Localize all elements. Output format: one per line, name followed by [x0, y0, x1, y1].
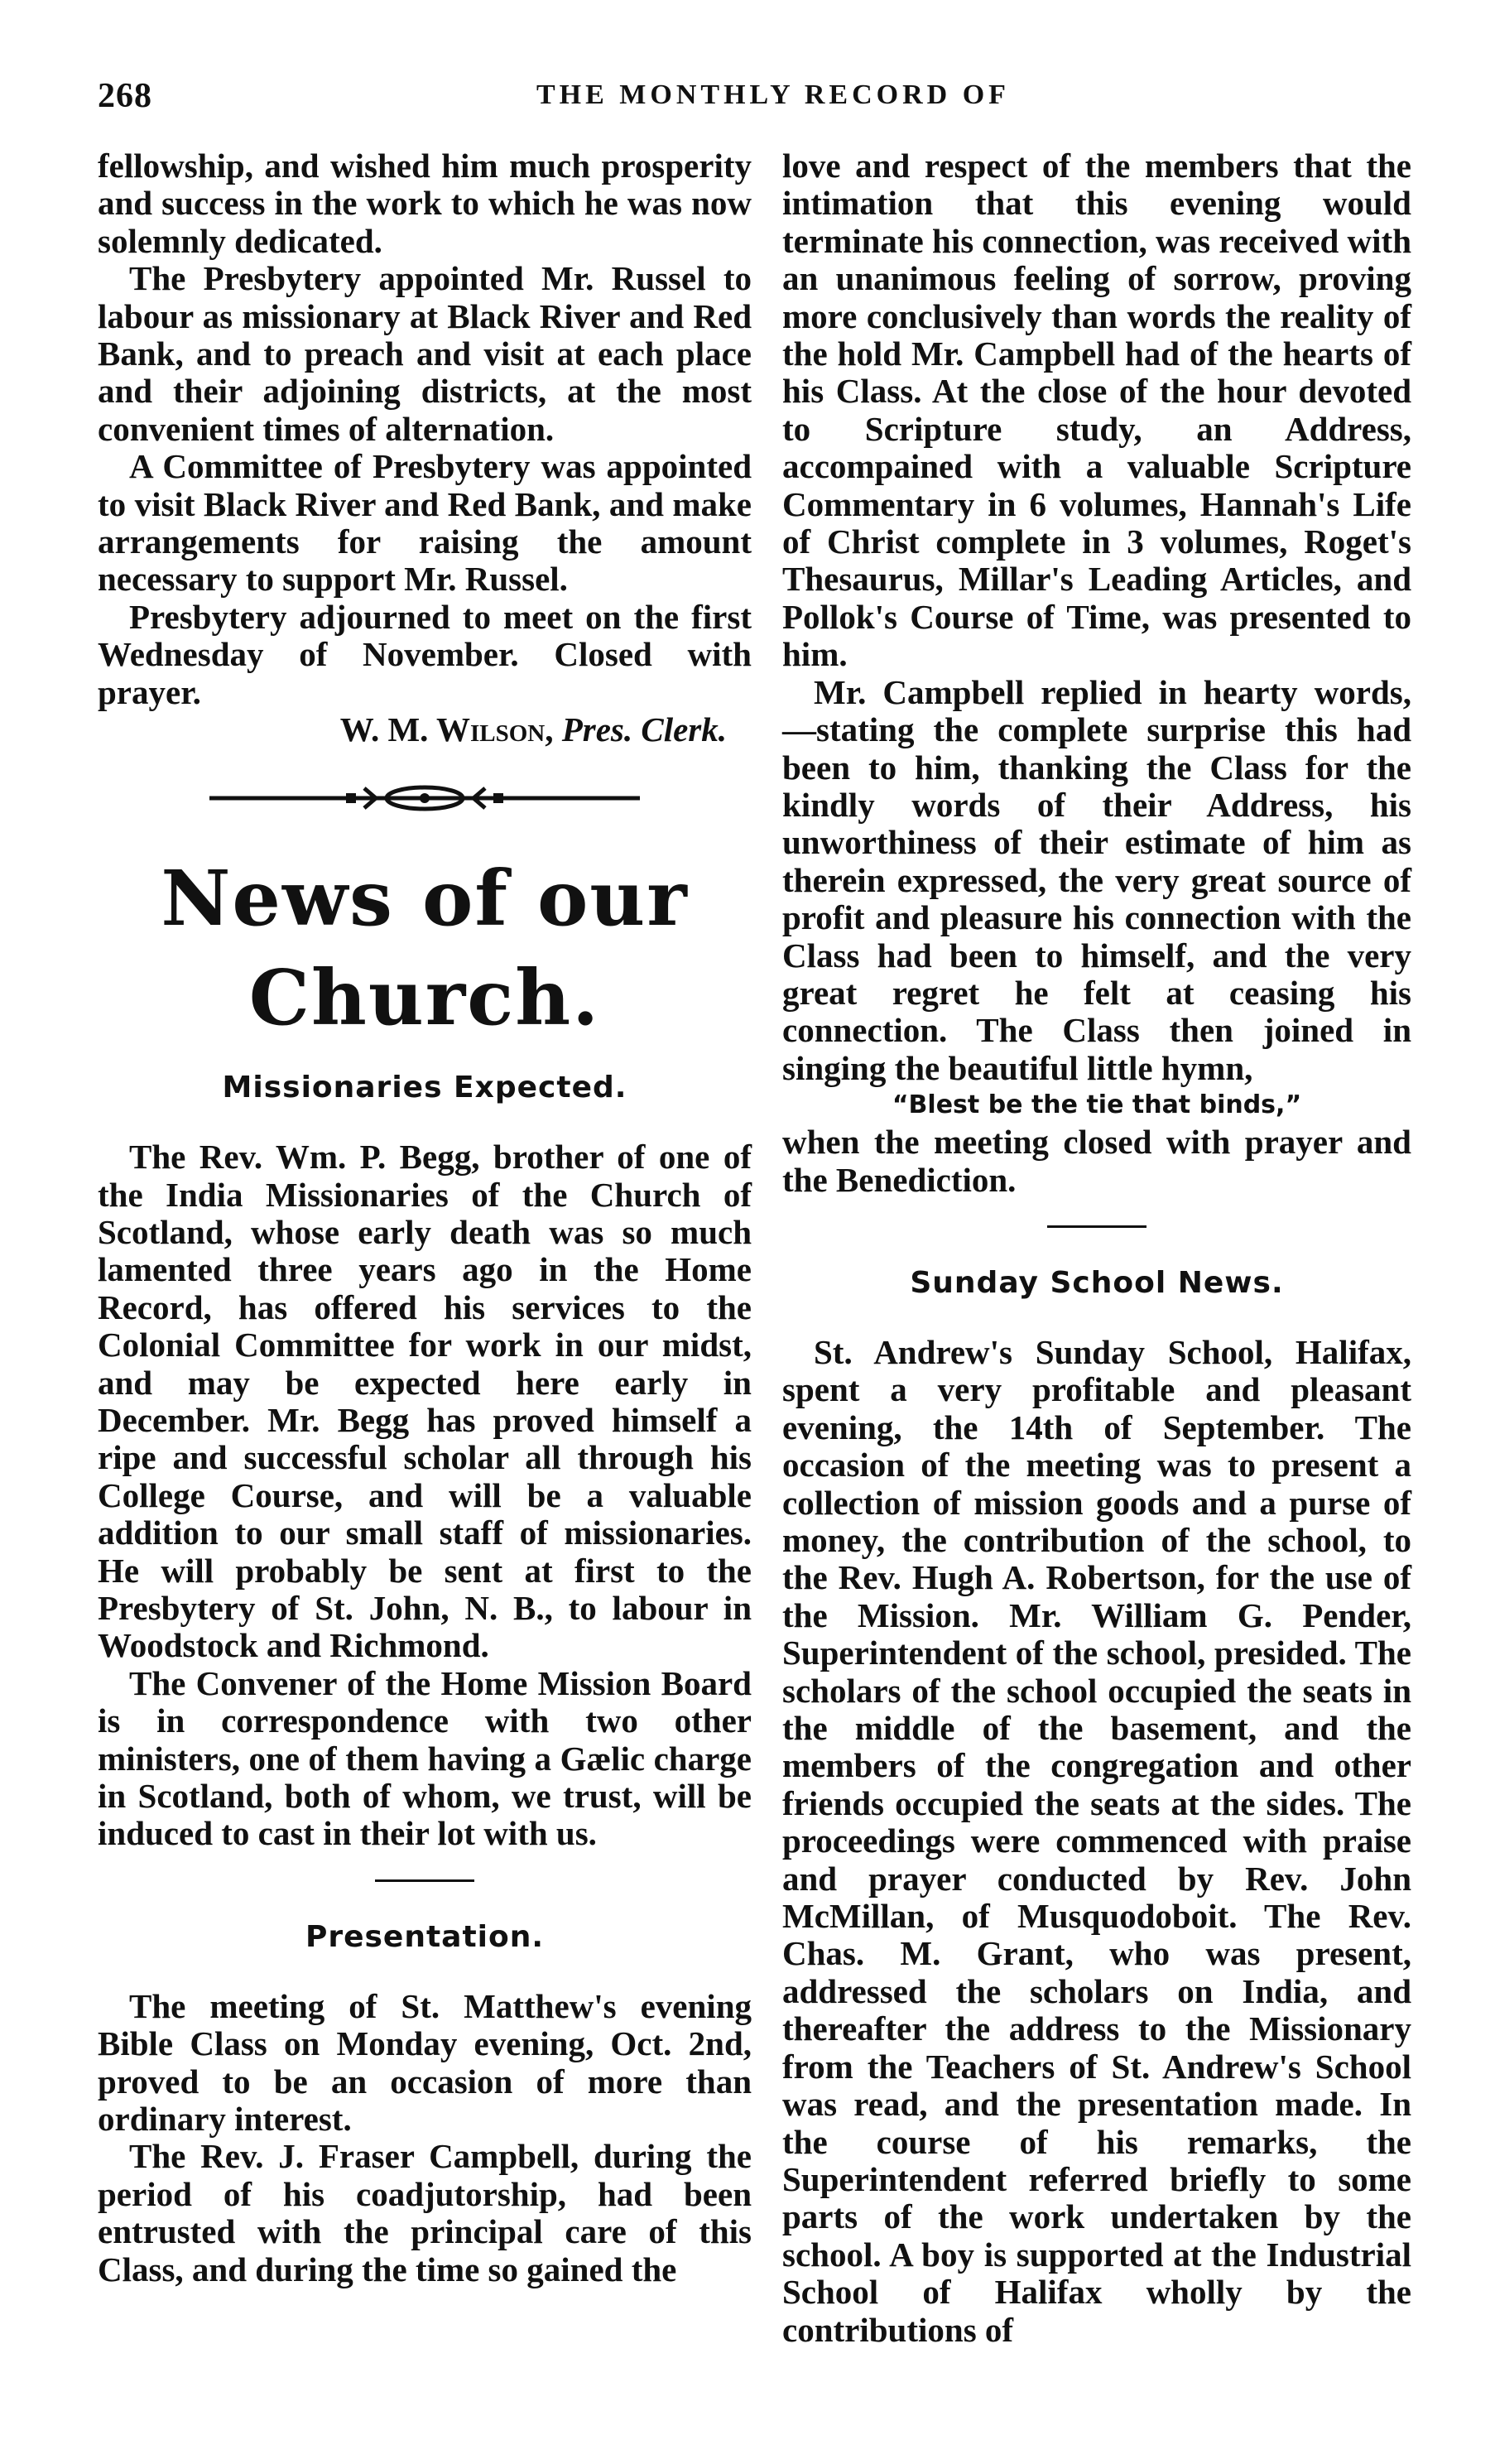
signature-role: Pres. Clerk. [561, 710, 727, 749]
heading-missionaries-expected: Missionaries Expected. [222, 1071, 627, 1105]
left-column [98, 147, 752, 2288]
section-rule [375, 1879, 474, 1882]
hymn-quote: “Blest be the tie that binds,” [892, 1090, 1302, 1120]
section-rule [1047, 1225, 1146, 1228]
paragraph: The Presbytery appointed Mr. Russel to labour as missionary at Black River and Red Bank, and to preach and visit at each place and their adjoining districts, at the most convenient times of alternation. [98, 259, 752, 448]
paragraph: fellowship, and wished him much prosperity and success in the work to which he was now solemnly dedicated. [98, 147, 752, 260]
paragraph: The meeting of St. Matthew's evening Bible Class on Monday evening, Oct. 2nd, proved to be an occasion of more than ordinary interest. [98, 1986, 752, 2139]
paragraph: when the meeting closed with prayer and the Benediction. [782, 1123, 1411, 1199]
heading-sunday-school-news: Sunday School News. [910, 1265, 1284, 1300]
right-column [782, 147, 1411, 2349]
running-head-title: THE MONTHLY RECORD OF [536, 79, 1010, 110]
paragraph: love and respect of the members that the intimation that this evening would terminate his connection, was received with an unanimous feeling of sorrow, proving more conclusively than words the reality of the hold Mr. Campbell had of the hearts of his Class. At the close of the hour devoted to Scripture study, an Address, accompained with a valuable Scripture Commentary in 6 volumes, Hannah's Life of Christ complete in 3 volumes, Roget's Thesaurus, Millar's Leading Articles, and Pollok's Course of Time, was presented to him. [782, 147, 1411, 674]
section-title: News of our Church. [161, 854, 689, 1043]
paragraph: Presbytery adjourned to meet on the first Wednesday of November. Closed with prayer. [98, 597, 752, 711]
page-number: 268 [98, 77, 152, 115]
paragraph: The Convener of the Home Mission Board is in correspondence with two other ministers, one of them having a Gælic charge in Scotland, both of whom, we trust, will be induced to cast in their lot with us. [98, 1663, 752, 1853]
paragraph: A Committee of Presbytery was appointed to visit Black River and Red Bank, and make arrangements for raising the amount necessary to support Mr. Russel. [98, 447, 752, 599]
running-header [98, 76, 1406, 126]
signature-name: W. M. Wilson, [339, 710, 554, 749]
heading-presentation: Presentation. [305, 1919, 545, 1954]
ornament-divider [98, 782, 752, 815]
signature [98, 711, 752, 748]
paragraph: The Rev. Wm. P. Begg, brother of one of the India Missionaries of the Church of Scotland, whose early death was so much lamented three years ago in the Home Record, has offered his services to the Colonial Committee for work in our midst, and may be expected here early in December. Mr. Begg has proved himself a ripe and successful scholar all through his College Course, and will be a valuable addition to our small staff of missionaries. He will probably be sent at first to the Presbytery of St. John, N. B., to labour in Woodstock and Richmond. [98, 1138, 752, 1665]
paragraph: Mr. Campbell replied in hearty words, —stating the complete surprise this had been to him, thanking the Class for the kindly words of their Address, his unworthiness of their estimate of him as therein expressed, the very great source of profit and pleasure his connection with the Class had been to himself, and the very great regret he felt at ceasing his connection. The Class then joined in singing the beautiful little hymn, [782, 672, 1411, 1087]
paragraph: St. Andrew's Sunday School, Halifax, spent a very profitable and pleasant evening, the 14th of September. The occasion of the meeting was to present a collection of mission goods and a purse of money, the contribution of the school, to the Rev. Hugh A. Robertson, for the use of the Mission. Mr. William G. Pender, Superintendent of the school, presided. The scholars of the school occupied the seats in the middle of the basement, and the members of the congregation and other friends occupied the seats at the sides. The proceedings were commenced with praise and prayer conducted by Rev. John McMillan, of Musquodoboit. The Rev. Chas. M. Grant, who was present, addressed the scholars on India, and thereafter the address to the Missionary from the Teachers of St. Andrew's School was read, and the presentation made. In the course of his remarks, the Superintendent referred briefly to some parts of the work undertaken by the school. A boy is supported at the Industrial School of Halifax wholly by the contributions of [782, 1332, 1411, 2349]
paragraph: The Rev. J. Fraser Campbell, during the period of his coadjutorship, had been entrusted with the principal care of this Class, and during the time so gained the [98, 2137, 752, 2288]
